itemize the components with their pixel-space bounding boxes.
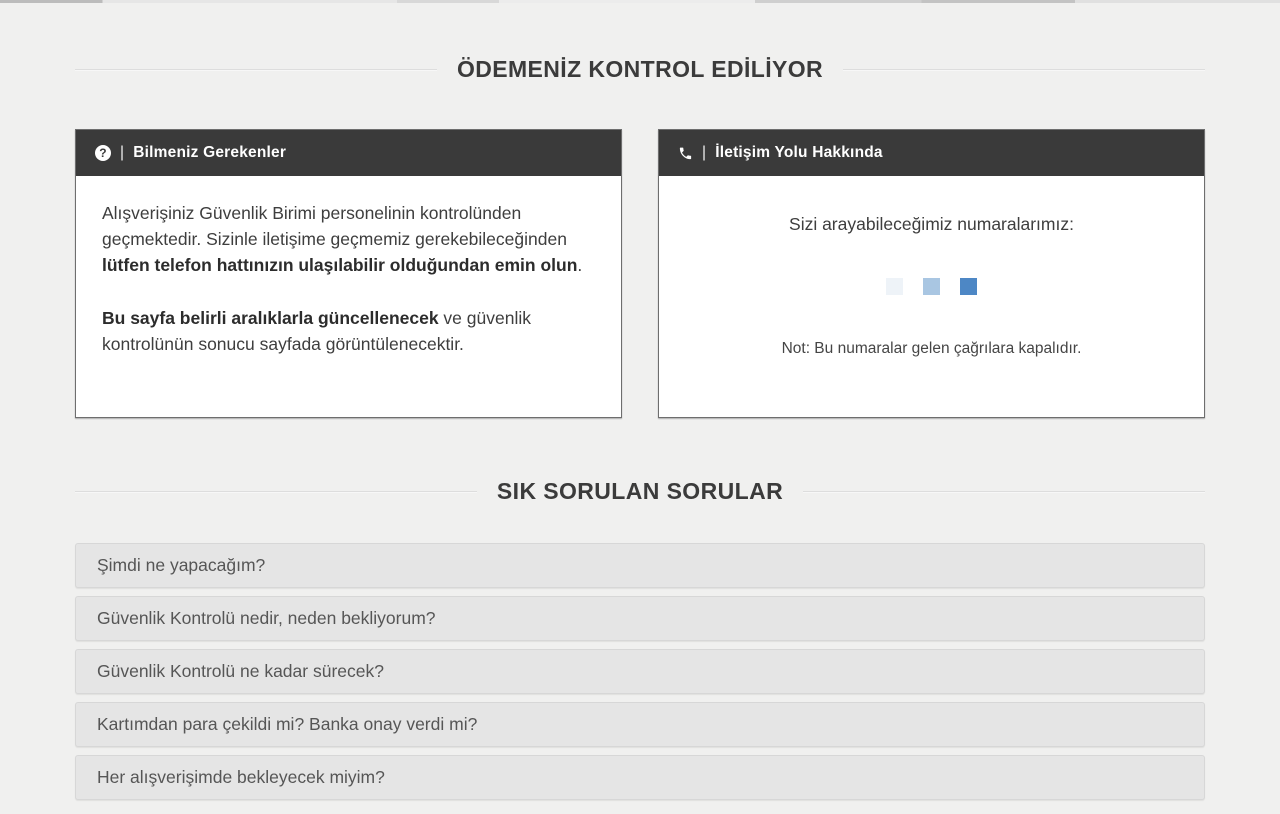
faq-title: SIK SORULAN SORULAR	[496, 478, 784, 504]
loader-square	[923, 278, 940, 295]
phone-icon	[678, 146, 693, 161]
contact-panel-body	[659, 176, 1204, 417]
contact-note: Not: Bu numaralar gelen çağrılara kapalıdır.	[781, 340, 1082, 357]
faq-section-heading	[75, 478, 1205, 505]
info-paragraph: Alışverişiniz Güvenlik Birimi personelinin kontrolünden geçmektedir. Sizinle iletişime geçmemiz gerekebileceğinden lütfen telefon hattınızın ulaşılabilir olduğundan emin olun.	[102, 203, 583, 275]
heading-rule-right	[843, 69, 1205, 71]
contact-heading: Sizi arayabileceğimiz numaralarımız:	[789, 214, 1074, 234]
payment-check-page	[75, 56, 1205, 800]
faq-item[interactable]: Şimdi ne yapacağım?	[75, 543, 1205, 588]
know-panel	[75, 129, 622, 418]
header-separator: |	[702, 144, 707, 161]
faq-item[interactable]: Güvenlik Kontrolü ne kadar sürecek?	[75, 649, 1205, 694]
loader-square	[960, 278, 977, 295]
heading-rule-right	[803, 491, 1205, 493]
know-panel-body	[76, 176, 621, 417]
faq-list	[75, 543, 1205, 800]
loader-square	[886, 278, 903, 295]
know-panel-header	[76, 130, 621, 176]
contact-panel	[658, 129, 1205, 418]
info-paragraph: Bu sayfa belirli aralıklarla güncellenecek ve güvenlik kontrolünün sonucu sayfada görüntülenecektir.	[102, 308, 531, 354]
header-separator: |	[120, 144, 125, 161]
info-panels-row	[75, 129, 1205, 418]
faq-item[interactable]: Her alışverişimde bekleyecek miyim?	[75, 755, 1205, 800]
question-circle-icon: ?	[95, 145, 111, 161]
page-title: ÖDEMENİZ KONTROL EDİLİYOR	[456, 56, 824, 82]
faq-item[interactable]: Güvenlik Kontrolü nedir, neden bekliyorum?	[75, 596, 1205, 641]
main-section-heading	[75, 56, 1205, 83]
heading-rule-left	[75, 69, 437, 71]
top-edge-strip	[0, 0, 1280, 3]
heading-rule-left	[75, 491, 477, 493]
contact-panel-title: İletişim Yolu Hakkında	[715, 144, 883, 161]
loading-indicator	[685, 278, 1178, 295]
contact-panel-header	[659, 130, 1204, 176]
faq-item[interactable]: Kartımdan para çekildi mi? Banka onay verdi mi?	[75, 702, 1205, 747]
know-panel-title: Bilmeniz Gerekenler	[133, 144, 287, 161]
